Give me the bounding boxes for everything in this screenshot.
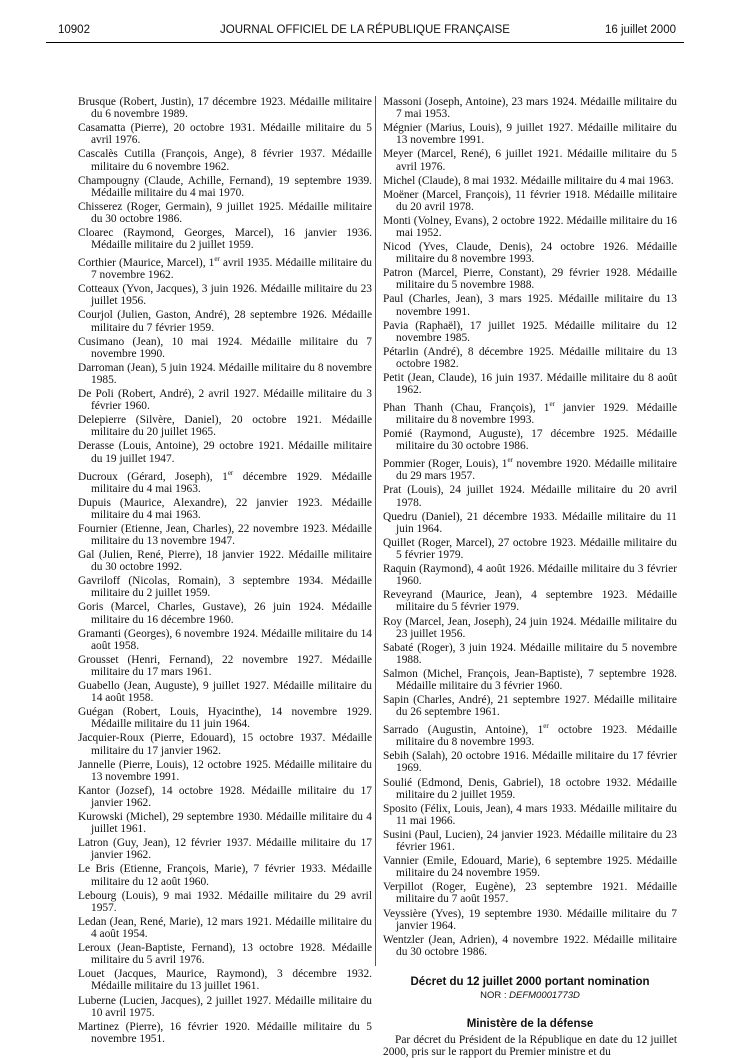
- list-item: Cloarec (Raymond, Georges, Marcel), 16 janvier 1936. Médaille militaire du 2 juillet 1959.: [78, 227, 372, 252]
- list-item: Mégnier (Marius, Louis), 9 juillet 1927. Médaille militaire du 13 novembre 1991.: [383, 122, 677, 147]
- list-item: Cotteaux (Yvon, Jacques), 3 juin 1926. Médaille militaire du 23 juillet 1956.: [78, 283, 372, 308]
- list-item: Ledan (Jean, René, Marie), 12 mars 1921. Médaille militaire du 4 août 1954.: [78, 915, 372, 941]
- list-item: Roy (Marcel, Jean, Joseph), 24 juin 1924. Médaille militaire du 23 juillet 1956.: [383, 615, 677, 640]
- list-item: Sarrado (Augustin, Antoine), 1er octobre 1923. Médaille militaire du 8 novembre 1993.: [383, 722, 677, 749]
- right-column: [383, 96, 677, 1058]
- list-item: Grousset (Henri, Fernand), 22 novembre 1927. Médaille militaire du 17 mars 1961.: [78, 653, 372, 679]
- list-item: Martinez (Pierre), 16 février 1920. Médaille militaire du 5 novembre 1951.: [78, 1020, 372, 1045]
- issue-date: 16 juillet 2000: [605, 24, 676, 36]
- list-item: Casamatta (Pierre), 20 octobre 1931. Médaille militaire du 5 avril 1976.: [78, 122, 372, 147]
- list-item: Lebourg (Louis), 9 mai 1932. Médaille militaire du 29 avril 1957.: [78, 889, 372, 914]
- list-item: Pommier (Roger, Louis), 1er novembre 1920. Médaille militaire du 29 mars 1957.: [383, 456, 677, 483]
- list-item: Sapin (Charles, André), 21 septembre 1927. Médaille militaire du 26 septembre 1961.: [383, 694, 677, 719]
- list-item: Veyssière (Yves), 19 septembre 1930. Médaille militaire du 7 janvier 1964.: [383, 907, 677, 932]
- list-item: Corthier (Maurice, Marcel), 1er avril 1935. Médaille militaire du 7 novembre 1962.: [78, 255, 372, 282]
- list-item: Massoni (Joseph, Antoine), 23 mars 1924. Médaille militaire du 7 mai 1953.: [383, 96, 677, 121]
- list-item: Nicod (Yves, Claude, Denis), 24 octobre 1926. Médaille militaire du 8 novembre 1993.: [383, 241, 677, 266]
- page-header: [46, 22, 684, 43]
- list-item: Quedru (Daniel), 21 décembre 1933. Médaille militaire du 11 juin 1964.: [383, 510, 677, 535]
- list-item: Sposito (Félix, Louis, Jean), 4 mars 1933. Médaille militaire du 11 mai 1966.: [383, 802, 677, 827]
- list-item: Petit (Jean, Claude), 16 juin 1937. Médaille militaire du 8 août 1962.: [383, 372, 677, 397]
- list-item: Michel (Claude), 8 mai 1932. Médaille militaire du 4 mai 1963.: [383, 174, 674, 187]
- list-item: Quillet (Roger, Marcel), 27 octobre 1923. Médaille militaire du 5 février 1979.: [383, 536, 677, 562]
- list-item: Dupuis (Maurice, Alexandre), 22 janvier 1923. Médaille militaire du 4 mai 1963.: [78, 496, 372, 521]
- list-item: Susini (Paul, Lucien), 24 janvier 1923. Médaille militaire du 23 février 1961.: [383, 828, 677, 854]
- list-item: Champougny (Claude, Achille, Fernand), 19 septembre 1939. Médaille militaire du 4 mai 1970.: [78, 174, 372, 199]
- list-item: Patron (Marcel, Pierre, Constant), 29 février 1928. Médaille militaire du 5 novembre 1988.: [383, 267, 677, 292]
- list-item: Brusque (Robert, Justin), 17 décembre 1923. Médaille militaire du 6 novembre 1989.: [78, 96, 372, 121]
- list-item: Luberne (Lucien, Jacques), 2 juillet 1927. Médaille militaire du 10 avril 1975.: [78, 994, 372, 1019]
- list-item: Monti (Volney, Evans), 2 octobre 1922. Médaille militaire du 16 mai 1952.: [383, 214, 677, 240]
- list-item: Derasse (Louis, Antoine), 29 octobre 1921. Médaille militaire du 19 juillet 1947.: [78, 440, 372, 465]
- list-item: Verpillot (Roger, Eugène), 23 septembre 1921. Médaille militaire du 7 août 1957.: [383, 881, 677, 906]
- page-number: 10902: [58, 24, 90, 36]
- decree-section: [383, 976, 677, 1030]
- right-entry-list: [383, 96, 677, 958]
- list-item: Guabello (Jean, Auguste), 9 juillet 1927. Médaille militaire du 14 août 1958.: [78, 680, 372, 705]
- list-item: Sabaté (Roger), 3 juin 1924. Médaille militaire du 5 novembre 1988.: [383, 641, 677, 666]
- left-column: [78, 96, 372, 1047]
- list-item: Goris (Marcel, Charles, Gustave), 26 juin 1924. Médaille militaire du 16 décembre 1960.: [78, 601, 372, 626]
- list-item: Moëner (Marcel, François), 11 février 1918. Médaille militaire du 20 avril 1978.: [383, 188, 677, 213]
- list-item: Delepierre (Silvère, Daniel), 20 octobre 1921. Médaille militaire du 20 juillet 1965.: [78, 414, 372, 439]
- list-item: Reveyrand (Maurice, Jean), 4 septembre 1923. Médaille militaire du 5 février 1979.: [383, 589, 677, 614]
- list-item: Kantor (Jozsef), 14 octobre 1928. Médaille militaire du 17 janvier 1962.: [78, 784, 372, 810]
- list-item: Cascalès Cutilla (François, Ange), 8 février 1937. Médaille militaire du 6 novembre 1962.: [78, 148, 372, 173]
- list-item: Ducroux (Gérard, Joseph), 1er décembre 1929. Médaille militaire du 4 mai 1963.: [78, 468, 372, 495]
- list-item: Latron (Guy, Jean), 12 février 1937. Médaille militaire du 17 janvier 1962.: [78, 837, 372, 862]
- list-item: Meyer (Marcel, René), 6 juillet 1921. Médaille militaire du 5 avril 1976.: [383, 148, 677, 173]
- list-item: Gramanti (Georges), 6 novembre 1924. Médaille militaire du 14 août 1958.: [78, 627, 372, 652]
- decree-body: Par décret du Président de la République en date du 12 juillet 2000, pris sur le rapport du Premier ministre et du: [383, 1033, 677, 1058]
- nor-code: DEFM0001773D: [509, 990, 580, 1002]
- list-item: Fournier (Etienne, Jean, Charles), 22 novembre 1923. Médaille militaire du 13 novembre 1947.: [78, 522, 372, 547]
- list-item: Phan Thanh (Chau, François), 1er janvier 1929. Médaille militaire du 8 novembre 1993.: [383, 400, 678, 427]
- list-item: Jannelle (Pierre, Louis), 12 octobre 1925. Médaille militaire du 13 novembre 1991.: [78, 758, 372, 783]
- list-item: Jacquier-Roux (Pierre, Edouard), 15 octobre 1937. Médaille militaire du 17 janvier 1962.: [78, 732, 372, 757]
- list-item: Gal (Julien, René, Pierre), 18 janvier 1922. Médaille militaire du 30 octobre 1992.: [78, 549, 372, 574]
- decree-title: Décret du 12 juillet 2000 portant nomination: [410, 976, 650, 989]
- list-item: Guégan (Robert, Louis, Hyacinthe), 14 novembre 1929. Médaille militaire du 11 juin 1964.: [78, 706, 372, 731]
- ministry-heading: Ministère de la défense: [466, 1018, 594, 1031]
- list-item: Wentzler (Jean, Adrien), 4 novembre 1922. Médaille militaire du 30 octobre 1986.: [383, 933, 677, 958]
- list-item: Salmon (Michel, François, Jean-Baptiste), 7 septembre 1928. Médaille militaire du 3 février 1960.: [383, 667, 677, 693]
- list-item: Kurowski (Michel), 29 septembre 1930. Médaille militaire du 4 juillet 1961.: [78, 811, 372, 836]
- list-item: Le Bris (Etienne, François, Marie), 7 février 1933. Médaille militaire du 12 août 1960.: [78, 863, 372, 888]
- list-item: Raquin (Raymond), 4 août 1926. Médaille militaire du 3 février 1960.: [383, 563, 677, 588]
- list-item: Cusimano (Jean), 10 mai 1924. Médaille militaire du 7 novembre 1990.: [78, 335, 372, 360]
- list-item: Darroman (Jean), 5 juin 1924. Médaille militaire du 8 novembre 1985.: [78, 361, 372, 386]
- list-item: Chisserez (Roger, Germain), 9 juillet 1925. Médaille militaire du 30 octobre 1986.: [78, 200, 372, 225]
- list-item: Louet (Jacques, Maurice, Raymond), 3 décembre 1932. Médaille militaire du 13 juillet 1961.: [78, 968, 372, 993]
- list-item: Gavriloff (Nicolas, Romain), 3 septembre 1934. Médaille militaire du 2 juillet 1959.: [78, 575, 372, 600]
- list-item: Pavia (Raphaël), 17 juillet 1925. Médaille militaire du 12 novembre 1985.: [383, 319, 677, 344]
- list-item: Vannier (Emile, Edouard, Marie), 6 septembre 1925. Médaille militaire du 24 novembre 1959.: [383, 855, 677, 880]
- list-item: Courjol (Julien, Gaston, André), 28 septembre 1926. Médaille militaire du 7 février 1959.: [78, 309, 372, 334]
- list-item: De Poli (Robert, André), 2 avril 1927. Médaille militaire du 3 février 1960.: [78, 388, 372, 413]
- list-item: Paul (Charles, Jean), 3 mars 1925. Médaille militaire du 13 novembre 1991.: [383, 293, 677, 318]
- list-item: Sebih (Salah), 20 octobre 1916. Médaille militaire du 17 février 1969.: [383, 750, 677, 775]
- list-item: Leroux (Jean-Baptiste, Fernand), 13 octobre 1928. Médaille militaire du 5 avril 1976.: [78, 942, 372, 967]
- list-item: Prat (Louis), 24 juillet 1924. Médaille militaire du 20 avril 1978.: [383, 484, 677, 509]
- nor-label: NOR :: [480, 990, 507, 1002]
- list-item: Pomié (Raymond, Auguste), 17 décembre 1925. Médaille militaire du 30 octobre 1986.: [383, 428, 677, 453]
- list-item: Soulié (Edmond, Denis, Gabriel), 18 octobre 1932. Médaille militaire du 2 juillet 1959.: [383, 776, 677, 801]
- list-item: Pétarlin (André), 8 décembre 1925. Médaille militaire du 13 octobre 1982.: [383, 345, 677, 371]
- journal-title: JOURNAL OFFICIEL DE LA RÉPUBLIQUE FRANÇAISE: [220, 24, 510, 36]
- nor-reference: [383, 990, 677, 1002]
- column-divider: [375, 96, 376, 966]
